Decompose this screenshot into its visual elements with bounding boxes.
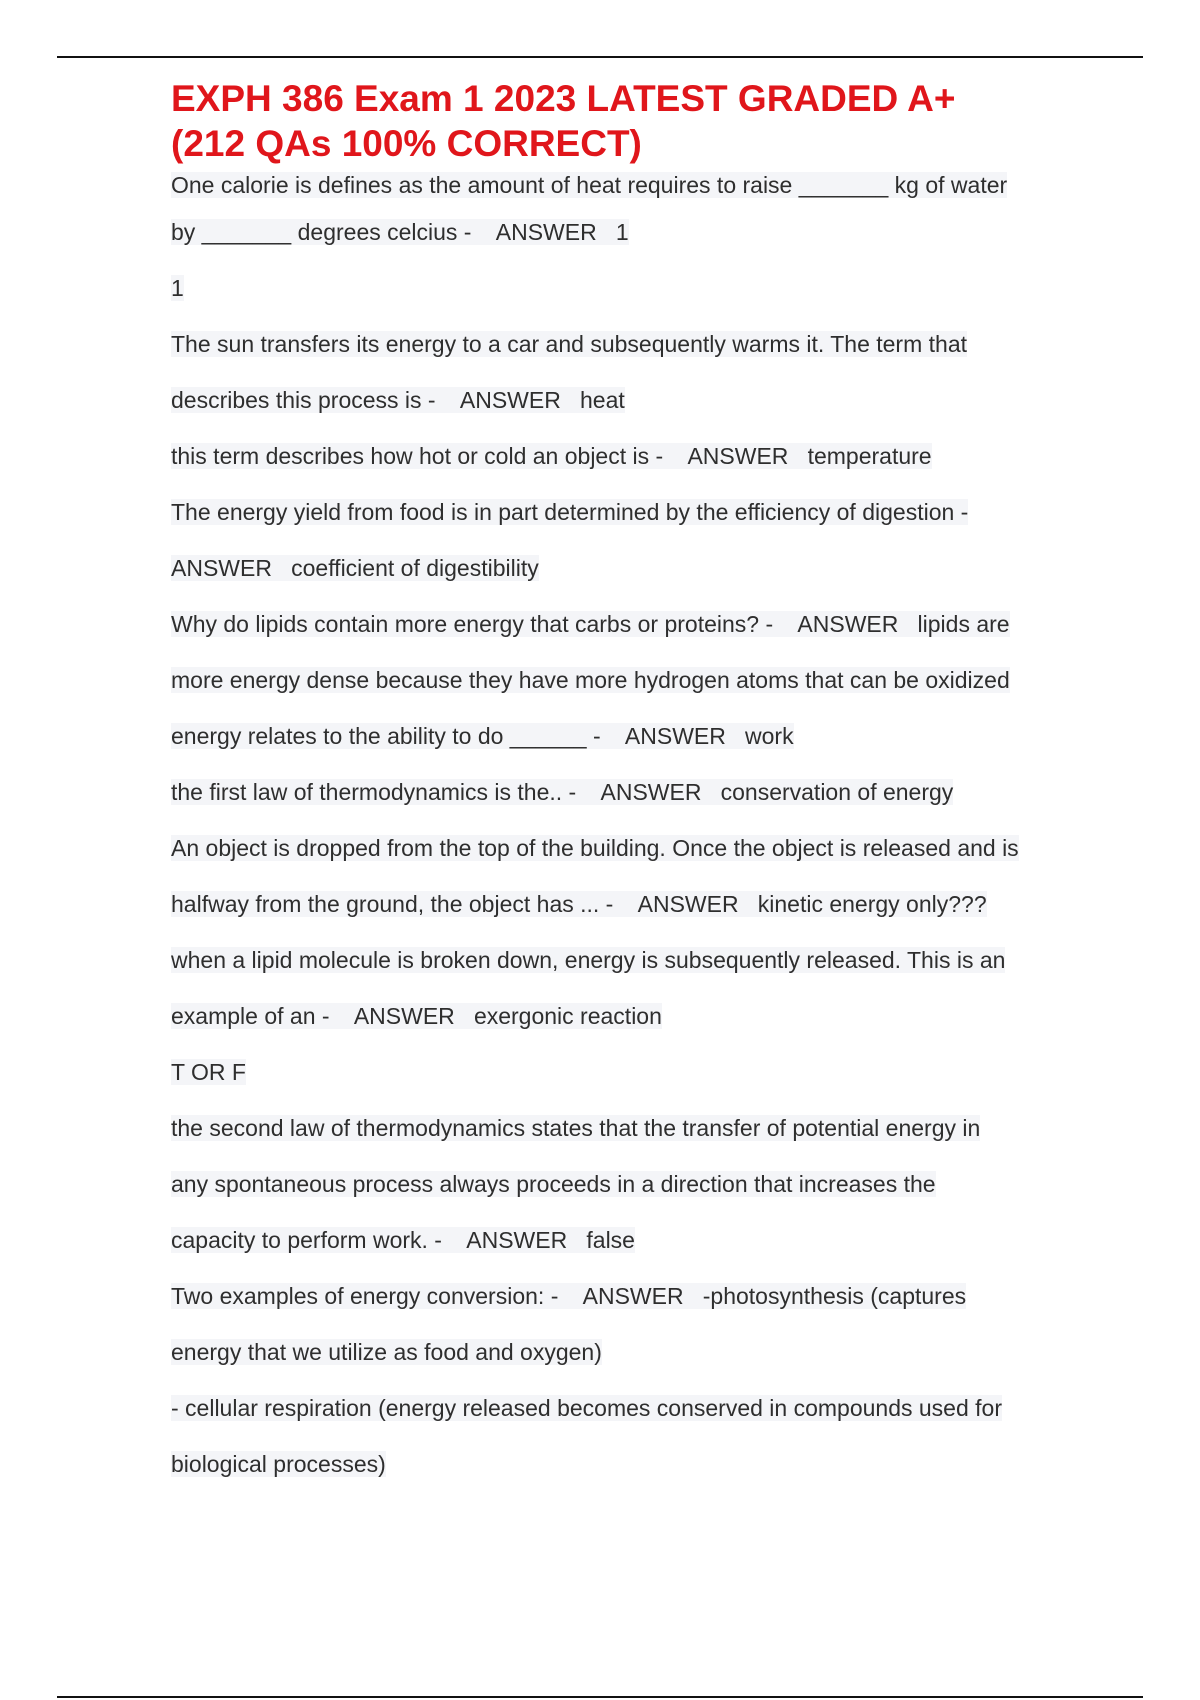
qa-body [171,166,1071,1492]
text-line: ANSWER coefficient of digestibility [171,555,539,581]
text-line: capacity to perform work. - ANSWER false [171,1227,635,1253]
text-line: The sun transfers its energy to a car and subsequently warms it. The term that [171,331,968,357]
text-line: energy that we utilize as food and oxygen) [171,1339,602,1365]
text-line: example of an - ANSWER exergonic reaction [171,1003,662,1029]
text-line: more energy dense because they have more hydrogen atoms that can be oxidized [171,667,1010,693]
text-line: the second law of thermodynamics states that the transfer of potential energy in [171,1115,981,1141]
text-line: The energy yield from food is in part determined by the efficiency of digestion - [171,499,969,525]
text-line: An object is dropped from the top of the building. Once the object is released and is [171,835,1019,861]
text-line: any spontaneous process always proceeds in a direction that increases the [171,1171,936,1197]
text-line: One calorie is defines as the amount of heat requires to raise _______ kg of water [171,172,1008,198]
document-title [171,76,1071,166]
text-line: energy relates to the ability to do ______ - ANSWER work [171,723,794,749]
top-rule [57,56,1143,58]
text-line: biological processes) [171,1451,386,1477]
title-line-1: EXPH 386 Exam 1 2023 LATEST GRADED A+ [171,78,956,119]
text-line: by _______ degrees celcius - ANSWER 1 [171,219,629,245]
text-line: when a lipid molecule is broken down, energy is subsequently released. This is an [171,947,1006,973]
text-line: Why do lipids contain more energy that carbs or proteins? - ANSWER lipids are [171,611,1010,637]
title-line-2: (212 QAs 100% CORRECT) [171,123,642,164]
text-line: the first law of thermodynamics is the.. - ANSWER conservation of energy [171,779,954,805]
text-line: - cellular respiration (energy released becomes conserved in compounds used for [171,1395,1002,1421]
bottom-rule [57,1696,1143,1698]
text-line: describes this process is - ANSWER heat [171,387,625,413]
document-page [171,76,1071,1492]
text-line: T OR F [171,1059,246,1085]
text-line: 1 [171,275,184,301]
text-line: Two examples of energy conversion: - ANSWER -photosynthesis (captures [171,1283,967,1309]
text-line: this term describes how hot or cold an object is - ANSWER temperature [171,443,932,469]
text-line: halfway from the ground, the object has ... - ANSWER kinetic energy only??? [171,891,987,917]
